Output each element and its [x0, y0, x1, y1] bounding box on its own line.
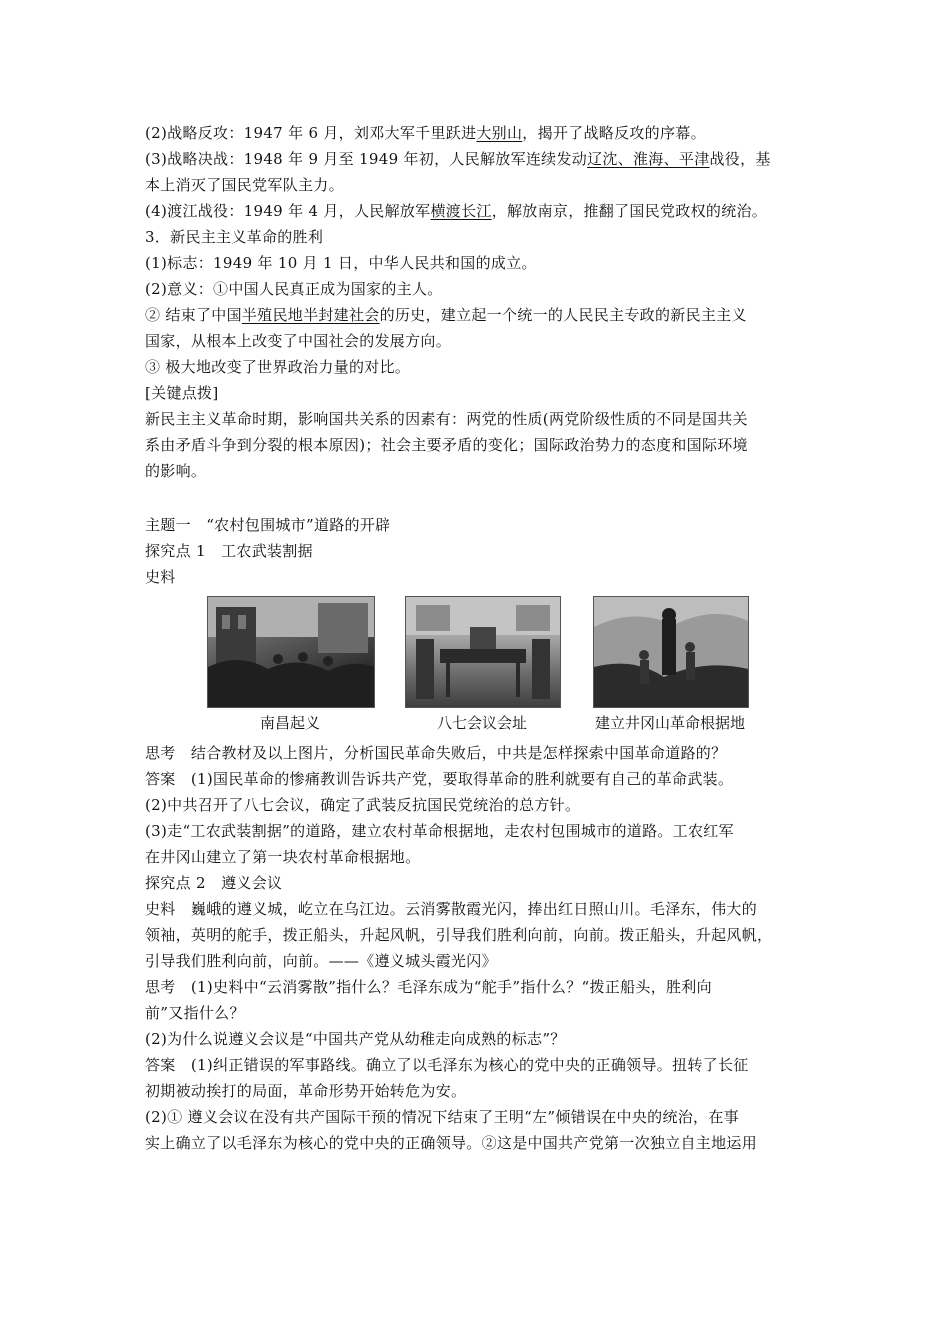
text-line: [145, 172, 813, 198]
underlined-term: 大别山: [476, 124, 523, 142]
text-line: [145, 922, 813, 948]
text-block-bottom: [145, 740, 813, 1156]
text-line: [145, 328, 813, 354]
text-span: 探究点 1 工农武装割据: [145, 542, 313, 560]
text-span: 初期被动挨打的局面，革命形势开始转危为安。: [145, 1082, 467, 1100]
text-line: [145, 564, 813, 590]
text-line: [145, 250, 813, 276]
text-span: 思考 结合教材及以上图片，分析国民革命失败后，中共是怎样探索中国革命道路的？: [145, 744, 727, 762]
text-span: 思考 (1)史料中“云消雾散”指什么？毛泽东成为“舵手”指什么？“拨正船头，胜利向: [145, 978, 712, 996]
text-line: [145, 792, 813, 818]
underlined-term: 横渡长江: [430, 202, 492, 220]
text-line: [145, 458, 813, 484]
text-span: (2)战略反攻：1947 年 6 月，刘邓大军千里跃进: [145, 124, 477, 142]
text-line: [145, 1078, 813, 1104]
text-span: 在井冈山建立了第一块农村革命根据地。: [145, 848, 421, 866]
text-line: [145, 276, 813, 302]
text-line: [145, 146, 813, 172]
figure-caption: 建立井冈山革命根据地: [594, 714, 745, 732]
text-span: 领袖，英明的舵手，拨正船头，升起风帆，引导我们胜利向前，向前。拨正船头，升起风帆，: [145, 926, 773, 944]
text-span: [关键点拨]: [145, 384, 219, 402]
text-line: [145, 302, 813, 328]
text-span: 的影响。: [145, 462, 207, 480]
text-line: [145, 948, 813, 974]
text-line: [145, 896, 813, 922]
text-span: (2)意义：①中国人民真正成为国家的主人。: [145, 280, 443, 298]
text-line: [145, 974, 813, 1000]
august-seventh-meeting-site-image: [405, 596, 561, 708]
text-line: [145, 740, 813, 766]
text-span: 主题一 “农村包围城市”道路的开辟: [145, 516, 391, 534]
text-span: 答案 (1)国民革命的惨痛教训告诉共产党，要取得革命的胜利就要有自己的革命武装。: [145, 770, 734, 788]
text-line: [145, 1052, 813, 1078]
text-line: [145, 1104, 813, 1130]
paragraph-gap: [145, 484, 813, 512]
text-span: ，解放南京，推翻了国民党政权的统治。: [491, 202, 768, 220]
text-span: 史料 巍峨的遵义城，屹立在乌江边。云消雾散霞光闪，捧出红日照山川。毛泽东，伟大的: [145, 900, 758, 918]
text-line: [145, 818, 813, 844]
underlined-term: 辽沈、淮海、平津: [587, 150, 710, 168]
text-line: [145, 380, 813, 406]
text-line: [145, 512, 813, 538]
text-span: ，揭开了战略反攻的序幕。: [522, 124, 706, 142]
text-line: [145, 406, 813, 432]
text-span: 探究点 2 遵义会议: [145, 874, 283, 892]
text-span: (3)走“工农武装割据”的道路，建立农村革命根据地，走农村包围城市的道路。工农红军: [145, 822, 734, 840]
text-span: (3)战略决战：1948 年 9 月至 1949 年初，人民解放军连续发动: [145, 150, 588, 168]
jinggangshan-base-image: [593, 596, 749, 708]
text-span: 战役，基: [709, 150, 771, 168]
text-line: [145, 120, 813, 146]
text-span: ② 结束了中国: [145, 306, 242, 324]
text-span: 答案 (1)纠正错误的军事路线。确立了以毛泽东为核心的党中央的正确领导。扭转了长征: [145, 1056, 749, 1074]
document-page: [145, 120, 813, 1156]
text-span: 引导我们胜利向前，向前。——《遵义城头霞光闪》: [145, 952, 497, 970]
text-span: ③ 极大地改变了世界政治力量的对比。: [145, 358, 411, 376]
figure-caption: 八七会议会址: [436, 714, 527, 732]
text-span: 系由矛盾斗争到分裂的根本原因)；社会主要矛盾的变化；国际政治势力的态度和国际环境: [145, 436, 748, 454]
figure-caption: 南昌起义: [259, 714, 320, 732]
nanchang-uprising-image: [207, 596, 375, 708]
text-span: (4)渡江战役：1949 年 4 月，人民解放军: [145, 202, 431, 220]
text-line: [145, 870, 813, 896]
text-line: [145, 224, 813, 250]
text-span: 实上确立了以毛泽东为核心的党中央的正确领导。②这是中国共产党第一次独立自主地运用: [145, 1134, 758, 1152]
text-span: (2)中共召开了八七会议，确定了武装反抗国民党统治的总方针。: [145, 796, 581, 814]
text-span: 本上消灭了国民党军队主力。: [145, 176, 344, 194]
text-line: [145, 354, 813, 380]
text-span: 前”又指什么？: [145, 1004, 245, 1022]
text-span: 新民主主义革命时期，影响国共关系的因素有：两党的性质(两党阶级性质的不同是国共关: [145, 410, 748, 428]
text-block-theme: [145, 512, 813, 590]
text-line: [145, 844, 813, 870]
figure-row: [145, 594, 813, 740]
underlined-term: 半殖民地半封建社会: [241, 306, 380, 324]
text-line: [145, 198, 813, 224]
text-line: [145, 1130, 813, 1156]
text-line: [145, 766, 813, 792]
text-span: 国家，从根本上改变了中国社会的发展方向。: [145, 332, 452, 350]
text-span: 史料: [145, 568, 176, 586]
text-span: 的历史，建立起一个统一的人民民主专政的新民主主义: [379, 306, 747, 324]
text-span: (1)标志：1949 年 10 月 1 日，中华人民共和国的成立。: [145, 254, 537, 272]
text-block-top: [145, 120, 813, 484]
text-line: [145, 432, 813, 458]
text-line: [145, 1026, 813, 1052]
text-span: 3．新民主主义革命的胜利: [145, 228, 324, 246]
text-span: (2)① 遵义会议在没有共产国际干预的情况下结束了王明“左”倾错误在中央的统治，在事: [145, 1108, 739, 1126]
text-line: [145, 1000, 813, 1026]
text-line: [145, 538, 813, 564]
text-span: (2)为什么说遵义会议是“中国共产党从幼稚走向成熟的标志”？: [145, 1030, 566, 1048]
